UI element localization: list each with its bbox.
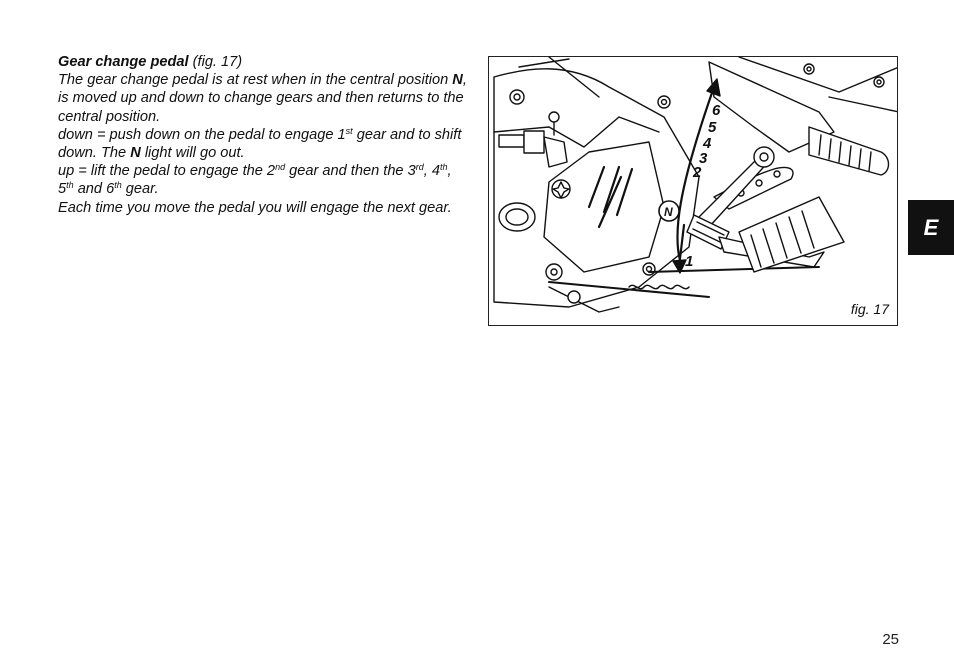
neutral-symbol: N [130,145,141,162]
text-span: gear and then the 3 [285,163,416,180]
paragraph-down [58,126,468,162]
gear-label-3: 3 [699,150,708,167]
gear-change-section [58,53,468,217]
neutral-label: N [664,205,673,219]
text-span: light will go out. [144,145,245,162]
paragraph-rest-position [58,71,468,126]
gear-pedal-illustration [489,57,898,326]
section-title: Gear change pedal [58,54,189,70]
superscript: rd [415,162,424,173]
gear-label-1: 1 [685,253,694,270]
section-heading-line [58,53,468,71]
text-span: gear. [121,181,159,198]
figure-caption: fig. 17 [850,301,889,317]
figure-17 [488,56,898,326]
text-span: , 5 [58,163,452,198]
gear-label-6: 6 [712,102,721,119]
text-span: , is moved up and down to change gears and then returns to the central position. [58,72,467,125]
text-span: down = push down on the pedal to engage 1 [58,126,346,143]
superscript: st [345,125,353,136]
paragraph-each-time: Each time you move the pedal you will engage the next gear. [58,199,452,216]
superscript: th [114,180,122,191]
language-tab: E [908,200,954,255]
page-number: 25 [882,631,899,648]
gear-label-2: 2 [693,164,702,181]
gear-label-4: 4 [703,135,712,152]
superscript: th [439,162,448,173]
superscript: nd [275,162,286,173]
neutral-symbol: N [452,72,463,89]
gear-label-5: 5 [708,119,717,136]
text-span: gear and to shift down. The [58,126,462,162]
text-span: , 4 [423,163,440,180]
figure-reference: (fig. 17) [192,54,243,70]
text-span: and 6 [73,181,115,198]
text-span: up = lift the pedal to engage the 2 [58,163,276,180]
paragraph-up [58,162,468,198]
superscript: th [66,180,74,191]
text-span: The gear change pedal is at rest when in the central position [58,72,453,89]
